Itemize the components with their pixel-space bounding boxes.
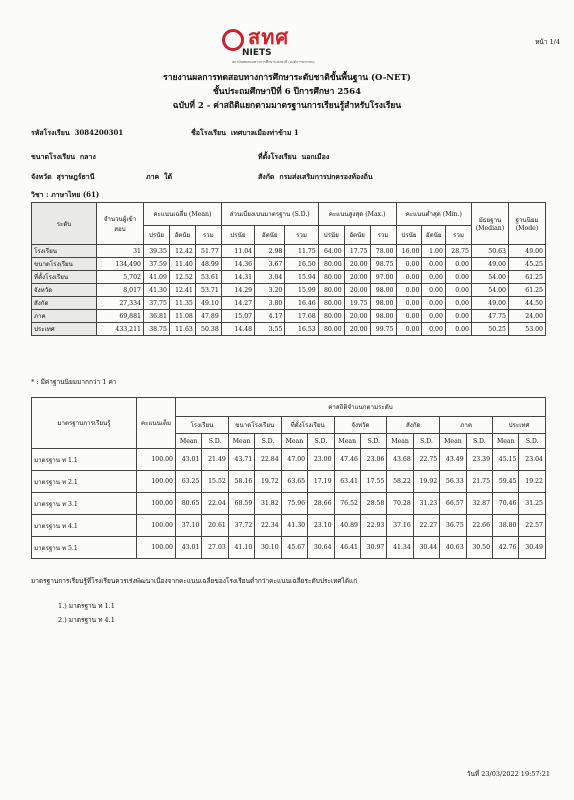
max-cell: 80.00 (318, 258, 344, 271)
count-cell: 5,702 (97, 271, 144, 284)
sd-cell: 3.20 (255, 284, 285, 297)
region: ใต้ (164, 172, 173, 181)
sd-cell: 30.44 (413, 537, 439, 559)
sd-cell: 11.04 (221, 245, 254, 258)
mean-cell: 68.59 (228, 493, 254, 515)
max-cell: 20.00 (344, 258, 370, 271)
mean-cell: 37.16 (387, 515, 413, 537)
sd-cell: 14.29 (221, 284, 254, 297)
mean-cell: 58.16 (228, 471, 254, 493)
sd-cell: 28.66 (308, 493, 334, 515)
province-label: จังหวัด (31, 172, 52, 181)
school-name-label: ชื่อโรงเรียน (191, 128, 226, 137)
level-cell: ภาค (32, 310, 97, 323)
standard-cell: มาตรฐาน ท 3.1 (32, 493, 137, 515)
sd-cell: 3.67 (255, 258, 285, 271)
logo-mark-icon (222, 29, 244, 51)
mean-cell: 43.68 (387, 449, 413, 471)
mean-cell: 80.65 (176, 493, 202, 515)
standard-row (32, 449, 546, 471)
header-mean: คะแนนเฉลี่ย (Mean) (144, 203, 222, 226)
max-cell: 97.00 (370, 271, 396, 284)
min-cell: 0.00 (422, 284, 446, 297)
sd-header: S.D. (519, 434, 546, 449)
mean-cell: 47.00 (281, 449, 307, 471)
level-header: จังหวัด (334, 417, 387, 434)
sd-cell: 3.80 (255, 297, 285, 310)
sd-cell: 14.48 (221, 323, 254, 336)
mean-cell: 51.77 (195, 245, 221, 258)
max-cell: 98.00 (370, 297, 396, 310)
school-size-row (31, 152, 96, 163)
score-row (32, 284, 546, 297)
standard-row (32, 493, 546, 515)
standard-cell: มาตรฐาน ท 4.1 (32, 515, 137, 537)
mean-cell: 11.08 (169, 310, 195, 323)
mean-header: Mean (176, 434, 202, 449)
mean-cell: 47.46 (334, 449, 360, 471)
mean-cell: 63.41 (334, 471, 360, 493)
sd-cell: 30.97 (360, 537, 386, 559)
mean-cell: 37.10 (176, 515, 202, 537)
logo-sub-text: NIETS (242, 48, 272, 58)
report-grade-year: ชั้นประถมศึกษาปีที่ 6 ปีการศึกษา 2564 (212, 87, 362, 97)
mean-cell: 76.52 (334, 493, 360, 515)
sd-cell: 11.75 (285, 245, 318, 258)
report-title: รายงานผลการทดสอบทางการศึกษาระดับชาติขั้นพื้นฐาน (O-NET) (163, 73, 411, 83)
mean-cell: 45.15 (493, 449, 519, 471)
min-cell: 0.00 (396, 297, 422, 310)
score-row (32, 245, 546, 258)
recommendation-item: 2.) มาตรฐาน ท 4.1 (58, 616, 115, 624)
sd-cell: 28.58 (360, 493, 386, 515)
mean-header: Mean (228, 434, 254, 449)
sd-cell: 17.19 (308, 471, 334, 493)
min-cell: 0.00 (422, 258, 446, 271)
count-cell: 69,881 (97, 310, 144, 323)
level-cell: สังกัด (32, 297, 97, 310)
level-header: โรงเรียน (176, 417, 229, 434)
mode-cell: 53.00 (509, 323, 546, 336)
sd-header: S.D. (308, 434, 334, 449)
median-cell: 49.00 (472, 258, 509, 271)
score-row (32, 323, 546, 336)
min-cell: 0.00 (445, 297, 471, 310)
sd-cell: 14.36 (221, 258, 254, 271)
sub-total: รวม (285, 226, 318, 245)
level-cell: จังหวัด (32, 284, 97, 297)
max-cell: 80.00 (318, 310, 344, 323)
sd-cell: 30.10 (255, 537, 281, 559)
sd-cell: 23.04 (519, 449, 546, 471)
sd-cell: 17.55 (360, 471, 386, 493)
mean-cell: 46.41 (334, 537, 360, 559)
mean-cell: 63.65 (281, 471, 307, 493)
full-score-cell: 100.00 (137, 449, 176, 471)
mode-cell: 44.50 (509, 297, 546, 310)
header-full-score: คะแนนเต็ม (137, 398, 176, 449)
min-cell: 0.00 (396, 271, 422, 284)
count-cell: 27,334 (97, 297, 144, 310)
max-cell: 20.00 (344, 271, 370, 284)
mean-cell: 45.67 (281, 537, 307, 559)
max-cell: 98.00 (370, 284, 396, 297)
mean-cell: 59.45 (493, 471, 519, 493)
sd-cell: 21.75 (466, 471, 492, 493)
full-score-cell: 100.00 (137, 471, 176, 493)
mean-cell: 48.99 (195, 258, 221, 271)
sd-cell: 3.55 (255, 323, 285, 336)
sd-cell: 31.25 (519, 493, 546, 515)
sd-header: S.D. (413, 434, 439, 449)
affiliation-label: สังกัด (258, 172, 275, 181)
sd-cell: 16.46 (285, 297, 318, 310)
mode-cell: 49.00 (509, 245, 546, 258)
sd-cell: 31.23 (413, 493, 439, 515)
header-count: จำนวนผู้เข้าสอบ (97, 203, 144, 245)
max-cell: 98.75 (370, 258, 396, 271)
full-score-cell: 100.00 (137, 493, 176, 515)
level-cell: ประเทศ (32, 323, 97, 336)
max-cell: 20.00 (344, 284, 370, 297)
sd-cell: 16.53 (285, 323, 318, 336)
sd-cell: 30.50 (466, 537, 492, 559)
max-cell: 64.00 (318, 245, 344, 258)
mean-cell: 43.01 (176, 537, 202, 559)
mean-cell: 37.75 (144, 297, 170, 310)
mean-header: Mean (440, 434, 466, 449)
sd-cell: 20.61 (202, 515, 228, 537)
sub-subj: อัตนัย (169, 226, 195, 245)
mode-cell: 45.25 (509, 258, 546, 271)
level-cell: ขนาดโรงเรียน (32, 258, 97, 271)
mean-cell: 40.89 (334, 515, 360, 537)
sd-cell: 30.49 (519, 537, 546, 559)
max-cell: 80.00 (318, 284, 344, 297)
mode-cell: 61.25 (509, 284, 546, 297)
sd-cell: 23.39 (466, 449, 492, 471)
score-row (32, 271, 546, 284)
header-mode: ฐานนิยม (Mode) (509, 203, 546, 245)
header-max: คะแนนสูงสุด (Max.) (318, 203, 396, 226)
region-row (146, 172, 172, 183)
max-cell: 98.00 (370, 310, 396, 323)
sd-cell: 22.66 (466, 515, 492, 537)
mean-cell: 43.49 (440, 449, 466, 471)
school-location-label: ที่ตั้งโรงเรียน (258, 152, 297, 161)
school-code: 3084200301 (74, 128, 124, 137)
mean-header: Mean (281, 434, 307, 449)
median-cell: 49.00 (472, 297, 509, 310)
min-cell: 0.00 (396, 323, 422, 336)
region-label: ภาค (146, 172, 160, 181)
mean-cell: 43.01 (176, 449, 202, 471)
sub-subj: อัตนัย (255, 226, 285, 245)
header-group: ค่าสถิติจำแนกตามระดับ (176, 398, 546, 417)
max-cell: 80.00 (318, 323, 344, 336)
printed-date: วันที่ 23/03/2022 19:57:21 (466, 770, 550, 778)
standard-row (32, 471, 546, 493)
standard-stats-table (31, 397, 546, 559)
sd-cell: 17.68 (285, 310, 318, 323)
mean-cell: 39.35 (144, 245, 170, 258)
mode-cell: 24.00 (509, 310, 546, 323)
level-cell: ที่ตั้งโรงเรียน (32, 271, 97, 284)
full-score-cell: 100.00 (137, 515, 176, 537)
mean-cell: 38.75 (144, 323, 170, 336)
median-cell: 54.00 (472, 284, 509, 297)
sd-cell: 22.57 (519, 515, 546, 537)
mean-cell: 41.30 (144, 284, 170, 297)
mean-cell: 50.38 (195, 323, 221, 336)
level-cell: โรงเรียน (32, 245, 97, 258)
mean-cell: 41.34 (387, 537, 413, 559)
sd-cell: 15.07 (221, 310, 254, 323)
sd-cell: 27.03 (202, 537, 228, 559)
school-size: กลาง (79, 152, 96, 161)
min-cell: 0.00 (422, 310, 446, 323)
sd-header: S.D. (360, 434, 386, 449)
standard-row (32, 537, 546, 559)
min-cell: 0.00 (422, 271, 446, 284)
recommendation-text: มาตรฐานการเรียนรู้ที่โรงเรียนควรเร่งพัฒนาเนื่องจากคะแนนเฉลี่ยของโรงเรียนต่ำกว่าคะแนนเฉลี่ยระดับประเทศได้แก่ (31, 577, 358, 585)
mode-note: * : มีค่าฐานนิยมมากกว่า 1 ค่า (31, 378, 117, 386)
school-code-row (31, 128, 123, 139)
mean-cell: 36.81 (144, 310, 170, 323)
sub-obj: ปรนัย (396, 226, 422, 245)
score-row (32, 297, 546, 310)
page-number: หน้า 1/4 (535, 38, 560, 46)
score-row (32, 310, 546, 323)
sd-cell: 22.34 (255, 515, 281, 537)
school-location: นอกเมือง (301, 152, 330, 161)
median-cell: 50.63 (472, 245, 509, 258)
score-row (32, 258, 546, 271)
mean-cell: 37.59 (144, 258, 170, 271)
mean-cell: 12.41 (169, 284, 195, 297)
min-cell: 0.00 (445, 271, 471, 284)
sd-cell: 15.99 (285, 284, 318, 297)
max-cell: 19.75 (344, 297, 370, 310)
sd-cell: 14.27 (221, 297, 254, 310)
header-standard: มาตรฐานการเรียนรู้ (32, 398, 137, 449)
min-cell: 0.00 (422, 323, 446, 336)
sd-cell: 23.00 (308, 449, 334, 471)
sd-cell: 19.92 (413, 471, 439, 493)
mean-cell: 63.25 (176, 471, 202, 493)
min-cell: 0.00 (396, 310, 422, 323)
sd-cell: 22.75 (413, 449, 439, 471)
mean-cell: 41.30 (281, 515, 307, 537)
median-cell: 47.75 (472, 310, 509, 323)
mean-cell: 40.63 (440, 537, 466, 559)
sd-cell: 21.49 (202, 449, 228, 471)
standard-cell: มาตรฐาน ท 2.1 (32, 471, 137, 493)
header-level: ระดับ (32, 203, 97, 245)
standard-row (32, 515, 546, 537)
sd-cell: 14.31 (221, 271, 254, 284)
max-cell: 17.75 (344, 245, 370, 258)
mean-cell: 70.46 (493, 493, 519, 515)
subject-label: วิชา : ภาษาไทย (61) (31, 190, 100, 199)
header-sd: ส่วนเบี่ยงเบนมาตรฐาน (S.D.) (221, 203, 318, 226)
max-cell: 20.00 (344, 310, 370, 323)
school-size-label: ขนาดโรงเรียน (31, 152, 76, 161)
mean-cell: 11.63 (169, 323, 195, 336)
sd-cell: 15.94 (285, 271, 318, 284)
header-median: มัธยฐาน (Median) (472, 203, 509, 245)
mean-cell: 36.75 (440, 515, 466, 537)
sd-cell: 15.52 (202, 471, 228, 493)
school-code-label: รหัสโรงเรียน (31, 128, 70, 137)
mean-cell: 56.33 (440, 471, 466, 493)
median-cell: 54.00 (472, 271, 509, 284)
logo-tagline: สถาบันทดสอบทางการศึกษาแห่งชาติ (องค์การมหาชน) (232, 60, 315, 64)
mean-cell: 42.76 (493, 537, 519, 559)
report-subtitle: ฉบับที่ 2 - ค่าสถิติแยกตามมาตรฐานการเรียนรู้สำหรับโรงเรียน (172, 101, 402, 111)
count-cell: 31 (97, 245, 144, 258)
province-row (31, 172, 95, 183)
recommendation-item: 1.) มาตรฐาน ท 1.1 (58, 602, 115, 610)
standard-cell: มาตรฐาน ท 1.1 (32, 449, 137, 471)
mean-cell: 58.22 (387, 471, 413, 493)
mean-cell: 12.42 (169, 245, 195, 258)
min-cell: 0.00 (445, 310, 471, 323)
sd-cell: 22.27 (413, 515, 439, 537)
mean-header: Mean (493, 434, 519, 449)
sub-obj: ปรนัย (144, 226, 170, 245)
standard-cell: มาตรฐาน ท 5.1 (32, 537, 137, 559)
mean-cell: 43.71 (228, 449, 254, 471)
niets-logo (222, 27, 352, 67)
sd-cell: 22.04 (202, 493, 228, 515)
sd-cell: 19.72 (255, 471, 281, 493)
mean-cell: 11.35 (169, 297, 195, 310)
mean-cell: 11.40 (169, 258, 195, 271)
sub-obj: ปรนัย (221, 226, 254, 245)
sd-header: S.D. (202, 434, 228, 449)
mean-cell: 41.10 (228, 537, 254, 559)
sd-cell: 19.22 (519, 471, 546, 493)
sub-subj: อัตนัย (422, 226, 446, 245)
province: สุราษฎร์ธานี (56, 172, 95, 181)
mean-cell: 75.96 (281, 493, 307, 515)
sd-cell: 32.87 (466, 493, 492, 515)
sub-total: รวม (195, 226, 221, 245)
mean-cell: 53.71 (195, 284, 221, 297)
mean-cell: 47.89 (195, 310, 221, 323)
sd-cell: 4.17 (255, 310, 285, 323)
min-cell: 0.00 (396, 258, 422, 271)
score-stats-table (31, 202, 546, 336)
mean-cell: 37.72 (228, 515, 254, 537)
sd-header: S.D. (255, 434, 281, 449)
sd-cell: 16.50 (285, 258, 318, 271)
max-cell: 80.00 (318, 297, 344, 310)
min-cell: 1.00 (422, 245, 446, 258)
full-score-cell: 100.00 (137, 537, 176, 559)
header-min: คะแนนต่ำสุด (Min.) (396, 203, 472, 226)
min-cell: 0.00 (445, 323, 471, 336)
sub-obj: ปรนัย (318, 226, 344, 245)
affiliation-row (258, 172, 373, 183)
sd-cell: 23.10 (308, 515, 334, 537)
count-cell: 433,211 (97, 323, 144, 336)
max-cell: 78.00 (370, 245, 396, 258)
level-header: สังกัด (387, 417, 440, 434)
sd-cell: 23.06 (360, 449, 386, 471)
mean-header: Mean (387, 434, 413, 449)
sub-subj: อัตนัย (344, 226, 370, 245)
mean-cell: 53.61 (195, 271, 221, 284)
min-cell: 0.00 (396, 284, 422, 297)
median-cell: 50.25 (472, 323, 509, 336)
sd-cell: 31.82 (255, 493, 281, 515)
mean-cell: 12.52 (169, 271, 195, 284)
sd-header: S.D. (466, 434, 492, 449)
sd-cell: 2.98 (255, 245, 285, 258)
min-cell: 16.00 (396, 245, 422, 258)
affiliation: กรมส่งเสริมการปกครองท้องถิ่น (279, 172, 373, 181)
min-cell: 0.00 (445, 284, 471, 297)
logo-main-text: สทศ (248, 25, 290, 49)
sub-total: รวม (445, 226, 471, 245)
mean-cell: 41.09 (144, 271, 170, 284)
sd-cell: 22.93 (360, 515, 386, 537)
count-cell: 8,017 (97, 284, 144, 297)
level-header: ภาค (440, 417, 493, 434)
sub-total: รวม (370, 226, 396, 245)
level-header: ประเทศ (493, 417, 546, 434)
school-name-row (191, 128, 299, 139)
level-header: ขนาดโรงเรียน (228, 417, 281, 434)
sd-cell: 22.84 (255, 449, 281, 471)
mean-cell: 70.28 (387, 493, 413, 515)
sd-cell: 3.04 (255, 271, 285, 284)
mean-cell: 66.57 (440, 493, 466, 515)
count-cell: 134,490 (97, 258, 144, 271)
min-cell: 28.75 (445, 245, 471, 258)
school-location-row (258, 152, 329, 163)
sd-cell: 30.64 (308, 537, 334, 559)
mean-cell: 38.80 (493, 515, 519, 537)
min-cell: 0.00 (445, 258, 471, 271)
mean-header: Mean (334, 434, 360, 449)
mean-cell: 49.10 (195, 297, 221, 310)
min-cell: 0.00 (422, 297, 446, 310)
max-cell: 20.00 (344, 323, 370, 336)
mode-cell: 61.25 (509, 271, 546, 284)
level-header: ที่ตั้งโรงเรียน (281, 417, 334, 434)
school-name: เทศบาลเมืองท่าข้าม 1 (230, 128, 299, 137)
max-cell: 80.00 (318, 271, 344, 284)
max-cell: 99.75 (370, 323, 396, 336)
